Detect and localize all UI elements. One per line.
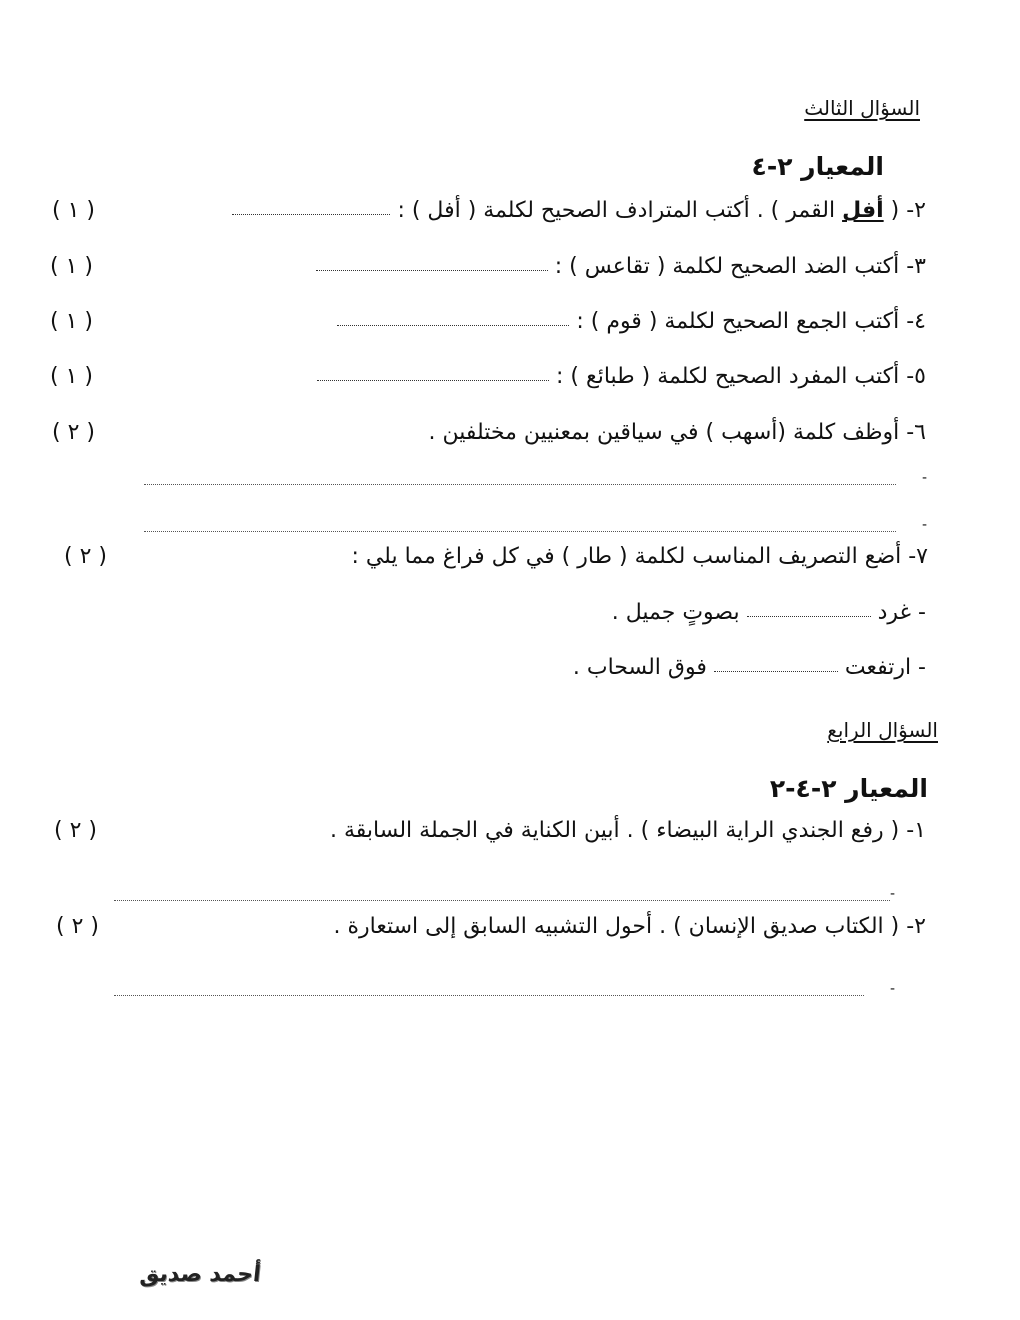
question-3-answer-blank[interactable] [316, 269, 548, 271]
section4-question-1-mark: ( ٢ ) [54, 818, 97, 843]
question-6-answer-line-1[interactable] [144, 484, 896, 485]
fill-item-2-before: - ارتفعت [837, 655, 926, 680]
section4-question-1-answer-line[interactable] [114, 900, 890, 901]
section4-question-1: ١- ( رفع الجندي الراية البيضاء ) . أبين الكناية في الجملة السابقة . [329, 818, 926, 843]
question-2-keyword: أفل [842, 198, 884, 223]
section3-criterion: المعيار ٢-٤ [751, 152, 884, 181]
question-4-mark: ( ١ ) [50, 309, 93, 334]
question-3-text: ٣- أكتب الضد الصحيح لكلمة ( تقاعس ) : [554, 254, 926, 279]
question-6-answer-line-2[interactable] [144, 531, 896, 532]
question-4-text: ٤- أكتب الجمع الصحيح لكلمة ( قوم ) : [576, 309, 926, 334]
question-5-answer-blank[interactable] [317, 379, 549, 381]
question-2-prefix: ٢- ( [883, 198, 926, 223]
question-2-mark: ( ١ ) [52, 198, 95, 223]
question-6-dash-1: - [922, 470, 928, 486]
question-4-answer-blank[interactable] [337, 324, 569, 326]
section4-question-2-mark: ( ٢ ) [56, 914, 99, 939]
fill-item-2-after: فوق السحاب . [572, 655, 714, 680]
fill-item-2-blank[interactable] [714, 670, 838, 672]
section4-heading: السؤال الرابع [827, 718, 938, 742]
section4-criterion: المعيار ٢-٤-٢ [769, 774, 928, 803]
section4-question-2-answer-line[interactable] [114, 995, 864, 996]
question-5-mark: ( ١ ) [50, 364, 93, 389]
question-7: ٧- أضع التصريف المناسب لكلمة ( طار ) في كل فراغ مما يلي : [351, 544, 928, 569]
question-2-answer-blank[interactable] [232, 213, 390, 215]
section3-heading: السؤال الثالث [804, 96, 920, 120]
fill-item-1-before: - غرد [870, 600, 926, 625]
question-4 [337, 309, 926, 334]
question-3 [316, 254, 926, 279]
question-6-mark: ( ٢ ) [52, 420, 95, 445]
question-6-dash-2: - [922, 517, 928, 533]
fill-item-2 [573, 655, 926, 680]
fill-item-1-after: بصوتٍ جميل . [611, 600, 747, 625]
question-5-text: ٥- أكتب المفرد الصحيح لكلمة ( طبائع ) : [556, 364, 926, 389]
author-signature: أحمد صديق [138, 1262, 262, 1287]
question-6: ٦- أوظف كلمة (أسهب ) في سياقين بمعنيين مختلفين . [428, 420, 926, 445]
section4-question-2: ٢- ( الكتاب صديق الإنسان ) . أحول التشبيه السابق إلى استعارة . [333, 914, 926, 939]
question-2-text: القمر ) . أكتب المترادف الصحيح لكلمة ( أفل ) : [390, 198, 843, 223]
question-2 [232, 198, 926, 223]
question-5 [317, 364, 926, 389]
section4-question-1-dash: - [890, 886, 896, 902]
fill-item-1 [612, 600, 926, 625]
question-3-mark: ( ١ ) [50, 254, 93, 279]
question-7-mark: ( ٢ ) [64, 544, 107, 569]
section4-question-2-dash: - [890, 981, 896, 997]
fill-item-1-blank[interactable] [747, 615, 871, 617]
